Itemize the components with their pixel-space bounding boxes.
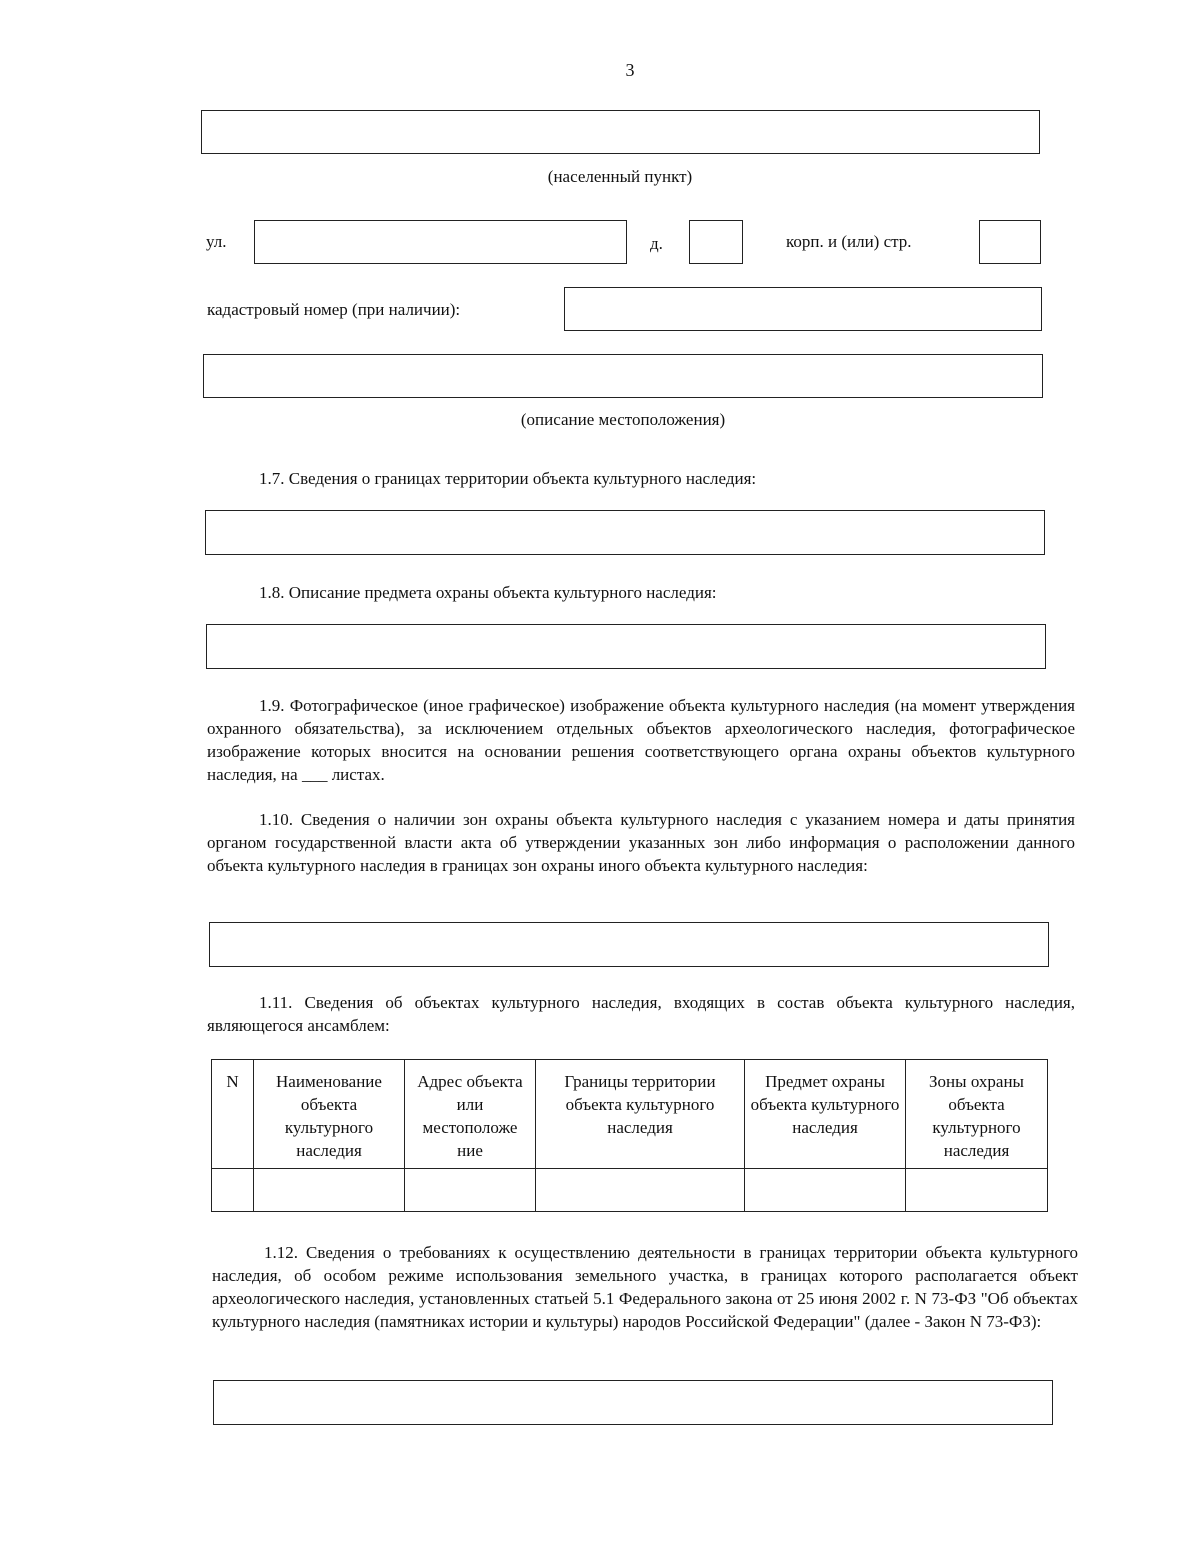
col-header-address: Адрес объекта или местоположе ние	[405, 1060, 536, 1169]
street-field[interactable]	[254, 220, 627, 264]
col-header-number: N	[212, 1060, 254, 1169]
section-1-11: 1.11. Сведения об объектах культурного наследия, входящих в состав объекта культурного наследия, являющегося ансамблем:	[207, 993, 1075, 1035]
territory-boundaries-field[interactable]	[205, 510, 1045, 555]
table-cell[interactable]	[405, 1169, 536, 1212]
protection-zones-field[interactable]	[209, 922, 1049, 967]
section-1-8: 1.8. Описание предмета охраны объекта культурного наследия:	[259, 583, 717, 602]
section-1-10: 1.10. Сведения о наличии зон охраны объекта культурного наследия с указанием номера и даты принятия органом государственной власти акта об утверждении указанных зон либо информация о расположении данного объекта культурного наследия в границах зон охраны иного объекта культурного наследия:	[207, 810, 1075, 875]
settlement-caption: (населенный пункт)	[547, 167, 693, 186]
table-cell[interactable]	[906, 1169, 1048, 1212]
col-header-name: Наименование объекта культурного наследия	[254, 1060, 405, 1169]
col-header-boundaries: Границы территории объекта культурного наследия	[536, 1060, 745, 1169]
table-cell[interactable]	[745, 1169, 906, 1212]
section-1-12: 1.12. Сведения о требованиях к осуществлению деятельности в границах территории объекта культурного наследия, об особом режиме использования земельного участка, в границах которого располагается объект археологического наследия, установленных статьей 5.1 Федерального закона от 25 июня 2002 г. N 73-ФЗ "Об объектах культурного наследия (памятниках истории и культуры) народов Российской Федерации" (далее - Закон N 73-ФЗ):	[212, 1243, 1078, 1331]
building-label: корп. и (или) стр.	[786, 232, 912, 251]
house-field[interactable]	[689, 220, 743, 264]
settlement-field[interactable]	[201, 110, 1040, 154]
street-label: ул.	[206, 232, 227, 251]
activity-requirements-field[interactable]	[213, 1380, 1053, 1425]
protection-subject-field[interactable]	[206, 624, 1046, 669]
house-label: д.	[650, 234, 663, 253]
table-cell[interactable]	[254, 1169, 405, 1212]
section-1-9: 1.9. Фотографическое (иное графическое) изображение объекта культурного наследия (на момент утверждения охранного обязательства), за исключением отдельных объектов археологического наследия, фотографическое изображение которых вносится на основании решения соответствующего органа охраны объектов культурного наследия, на ___ листах.	[207, 696, 1075, 784]
table-cell[interactable]	[212, 1169, 254, 1212]
table-cell[interactable]	[536, 1169, 745, 1212]
col-header-protection-zones: Зоны охраны объекта культурного наследия	[906, 1060, 1048, 1169]
section-1-7: 1.7. Сведения о границах территории объекта культурного наследия:	[259, 469, 757, 488]
table-row	[212, 1169, 1048, 1212]
page-number: 3	[625, 60, 635, 80]
ensemble-objects-table	[211, 1059, 1048, 1212]
cadastral-label: кадастровый номер (при наличии):	[207, 300, 461, 319]
location-field[interactable]	[203, 354, 1043, 398]
location-caption: (описание местоположения)	[520, 410, 726, 429]
cadastral-field[interactable]	[564, 287, 1042, 331]
table-header-row	[212, 1060, 1048, 1169]
building-field[interactable]	[979, 220, 1041, 264]
col-header-protection-subject: Предмет охраны объекта культурного наследия	[745, 1060, 906, 1169]
